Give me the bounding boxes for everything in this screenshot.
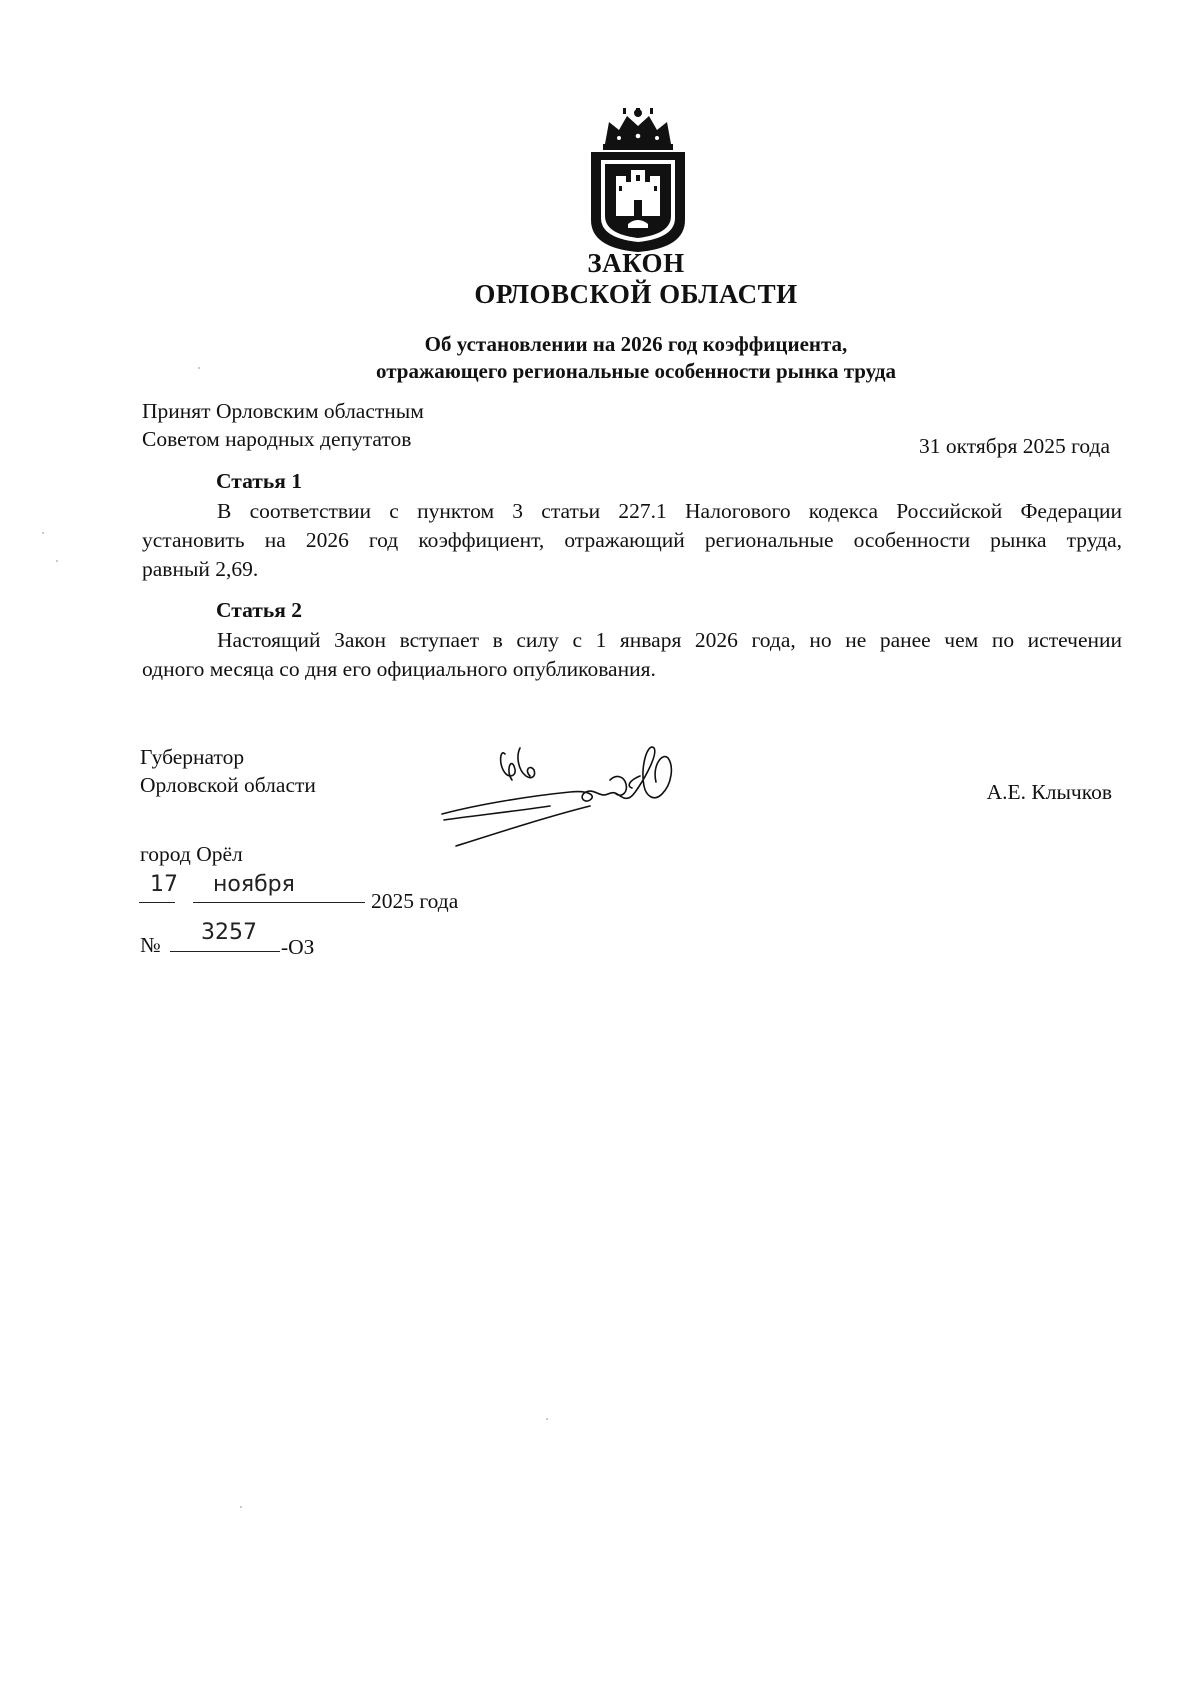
signing-year: 2025 года xyxy=(371,889,459,913)
article-1-text xyxy=(142,497,1122,584)
law-number-prefix: № xyxy=(140,933,161,957)
document-type-title: ЗАКОН xyxy=(587,248,685,278)
crown-icon xyxy=(603,108,673,150)
article-1-heading: Статья 1 xyxy=(216,469,302,493)
article-1-line: равный 2,69. xyxy=(142,557,259,581)
signer-name: А.Е. Клычков xyxy=(986,780,1112,804)
law-subject-line-2: отражающего региональные особенности рынка труда xyxy=(376,359,896,383)
law-subject-line-1: Об установлении на 2026 год коэффициента, xyxy=(424,332,848,356)
article-2-line: Настоящий Закон вступает в силу с 1 января 2026 года, но не ранее чем по истечении xyxy=(217,628,1122,652)
law-number-suffix: -ОЗ xyxy=(281,935,315,959)
signing-day: 17 xyxy=(150,872,178,897)
handwritten-signature xyxy=(440,736,680,851)
coat-of-arms-emblem xyxy=(583,108,693,253)
signer-position-line-2: Орловской области xyxy=(140,773,316,797)
adoption-body-line-2: Советом народных депутатов xyxy=(142,427,412,451)
signer-position-line-1: Губернатор xyxy=(140,745,245,769)
article-1-line: В соответствии с пунктом 3 статьи 227.1 Налогового кодекса Российской Федерации xyxy=(217,499,1122,523)
article-1-line: установить на 2026 год коэффициент, отражающий региональные особенности рынка труда, xyxy=(142,528,1122,552)
article-2-line: одного месяца со дня его официального опубликования. xyxy=(142,657,656,681)
region-title: ОРЛОВСКОЙ ОБЛАСТИ xyxy=(474,279,798,309)
number-underline xyxy=(170,951,280,952)
signing-month: ноября xyxy=(213,872,295,897)
article-2-text xyxy=(142,626,1122,684)
city-of-signing: город Орёл xyxy=(140,842,243,866)
article-2-heading: Статья 2 xyxy=(216,598,302,622)
law-number: 3257 xyxy=(201,920,257,945)
adoption-date: 31 октября 2025 года xyxy=(918,434,1110,458)
month-underline xyxy=(193,902,365,903)
adoption-body-line-1: Принят Орловским областным xyxy=(142,399,424,423)
day-underline xyxy=(139,902,175,903)
